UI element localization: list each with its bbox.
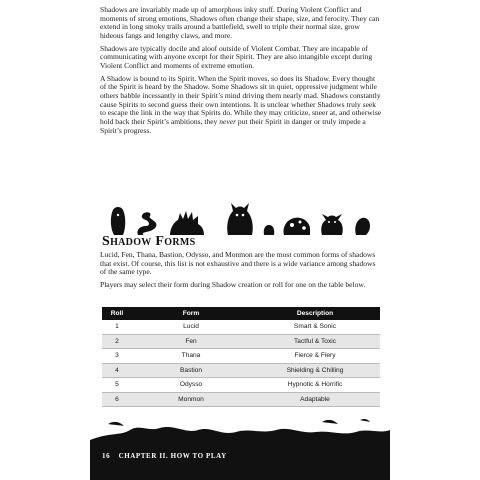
shadow-monmon-figure [321, 214, 343, 235]
table-row [102, 363, 380, 378]
cell-description: Fierce & Fiery [294, 352, 336, 360]
cell-roll: 2 [115, 337, 119, 345]
shadow-thana-figure [170, 211, 204, 235]
cell-description: Tactful & Toxic [293, 337, 337, 345]
header-description: Description [296, 310, 334, 317]
cell-roll: 6 [115, 395, 119, 403]
cell-description: Hypnotic & Horrific [287, 381, 343, 389]
shadow-fen-figure [137, 212, 156, 235]
section-heading: Shadow Forms [102, 234, 196, 249]
shadow-forms-table [102, 307, 380, 407]
table-row [102, 378, 380, 393]
ink-wave-footer [90, 410, 390, 480]
body-text [100, 6, 382, 139]
cell-description: Adaptable [300, 395, 330, 403]
cell-roll: 3 [115, 352, 119, 360]
table-header-row [102, 307, 380, 320]
table-row [102, 349, 380, 364]
shadow-bastion-figure [227, 203, 253, 235]
cell-roll: 4 [115, 366, 119, 374]
cell-form: Lucid [183, 323, 199, 331]
cell-roll: 1 [115, 323, 119, 331]
shadow-lucid-figure [111, 207, 125, 235]
cell-description: Smart & Sonic [293, 323, 337, 331]
table-row [102, 320, 380, 334]
cell-roll: 5 [115, 381, 119, 389]
shadow-creatures-illustration [100, 198, 382, 236]
table-row [102, 334, 380, 349]
page-number: 16 [102, 452, 111, 460]
cell-form: Bastion [180, 366, 202, 374]
cell-form: Odysso [179, 381, 203, 389]
chapter-title: CHAPTER II. HOW TO PLAY [118, 452, 227, 460]
paragraph-3: A Shadow is bound to its Spirit. When the Spirit moves, so does its Shadow. Every thought of the Spirit is heard by the Shadow. Some Shadows sit in quiet, oppressive judgment while others babble incessantly in their Spirit’s mind driving them nearly mad. Shadows constantly cause Spirits to second guess their own intentions. It is unclear whether Shadows truly seek to escape the link in the way that Spirits do. While they may criticize, sneer at, and otherwise hold back their Spirit’s ambitions, they never put their Spirit in danger or truly impede a Spirit’s progress. [100, 73, 382, 135]
section-body [100, 251, 382, 294]
table-row [102, 392, 380, 407]
cell-form: Thana [181, 352, 201, 360]
cell-form: Fen [185, 337, 197, 345]
shadow-tail-figure [355, 218, 370, 235]
cell-form: Monmon [178, 395, 204, 403]
cell-description: Shielding & Chilling [286, 366, 344, 374]
shadow-small-figure [264, 225, 275, 235]
section-intro: Lucid, Fen, Thana, Bastion, Odysso, and Monmon are the most common forms of shadows that exist. Of course, this list is not exhaustive and there is a wide variance among shadows of the same type. [100, 250, 376, 277]
header-roll: Roll [110, 310, 124, 317]
section-note: Players may select their form during Shadow creation or roll for one on the table below. [100, 279, 366, 289]
paragraph-1: Shadows are invariably made up of amorphous inky stuff. During Violent Conflict and moments of strong emotions, Shadows often change their shape, size, and ferocity. They can extend in long smoky trails around a battlefield, swell to triple their normal size, grow hideous fangs and lengthy claws, and more. [100, 5, 380, 40]
page-footer [102, 452, 233, 460]
header-form: Form [182, 310, 200, 317]
paragraph-2: Shadows are typically docile and aloof outside of Violent Combat. They are incapable of communicating with anyone except for their Spirit. They are also intangible except during Violent Conflict and moments of extreme emotion. [100, 43, 373, 70]
shadow-odysso-figure [283, 218, 310, 235]
